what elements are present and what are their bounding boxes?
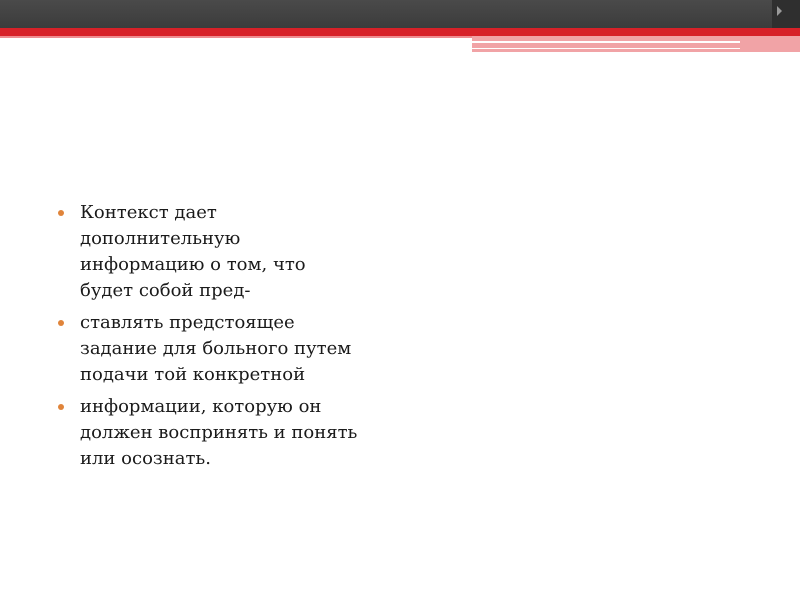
thin-accent-stripe [0,36,472,38]
bullet-item [56,394,396,472]
bullet-text-line: подачи той конкретной [80,364,306,385]
slide-body [56,200,396,478]
bullet-text-line: задание для больного путем [80,338,352,359]
bullet-text-line: информации, которую он [80,396,322,417]
bullet-item [56,200,396,304]
bullet-dot-icon [58,404,64,410]
bullet-text-line: должен воспринять и понять [80,422,358,443]
header-band [0,0,800,28]
bullet-text-line: ставлять предстоящее [80,312,295,333]
bullet-dot-icon [58,320,64,326]
pink-accent-block [472,36,800,52]
triangle-icon [777,6,782,16]
bullet-text-line: Контекст дает [80,202,217,223]
red-accent-stripe [0,28,800,36]
bullet-text-line: информацию о том, что [80,254,306,275]
bullet-item [56,310,396,388]
bullet-text-line: будет собой пред- [80,280,251,301]
decorative-line [472,48,740,49]
decorative-line [472,41,740,43]
bullet-list [56,200,396,472]
bullet-text-line: дополнительную [80,228,241,249]
bullet-dot-icon [58,210,64,216]
bullet-text-line: или осознать. [80,448,211,469]
